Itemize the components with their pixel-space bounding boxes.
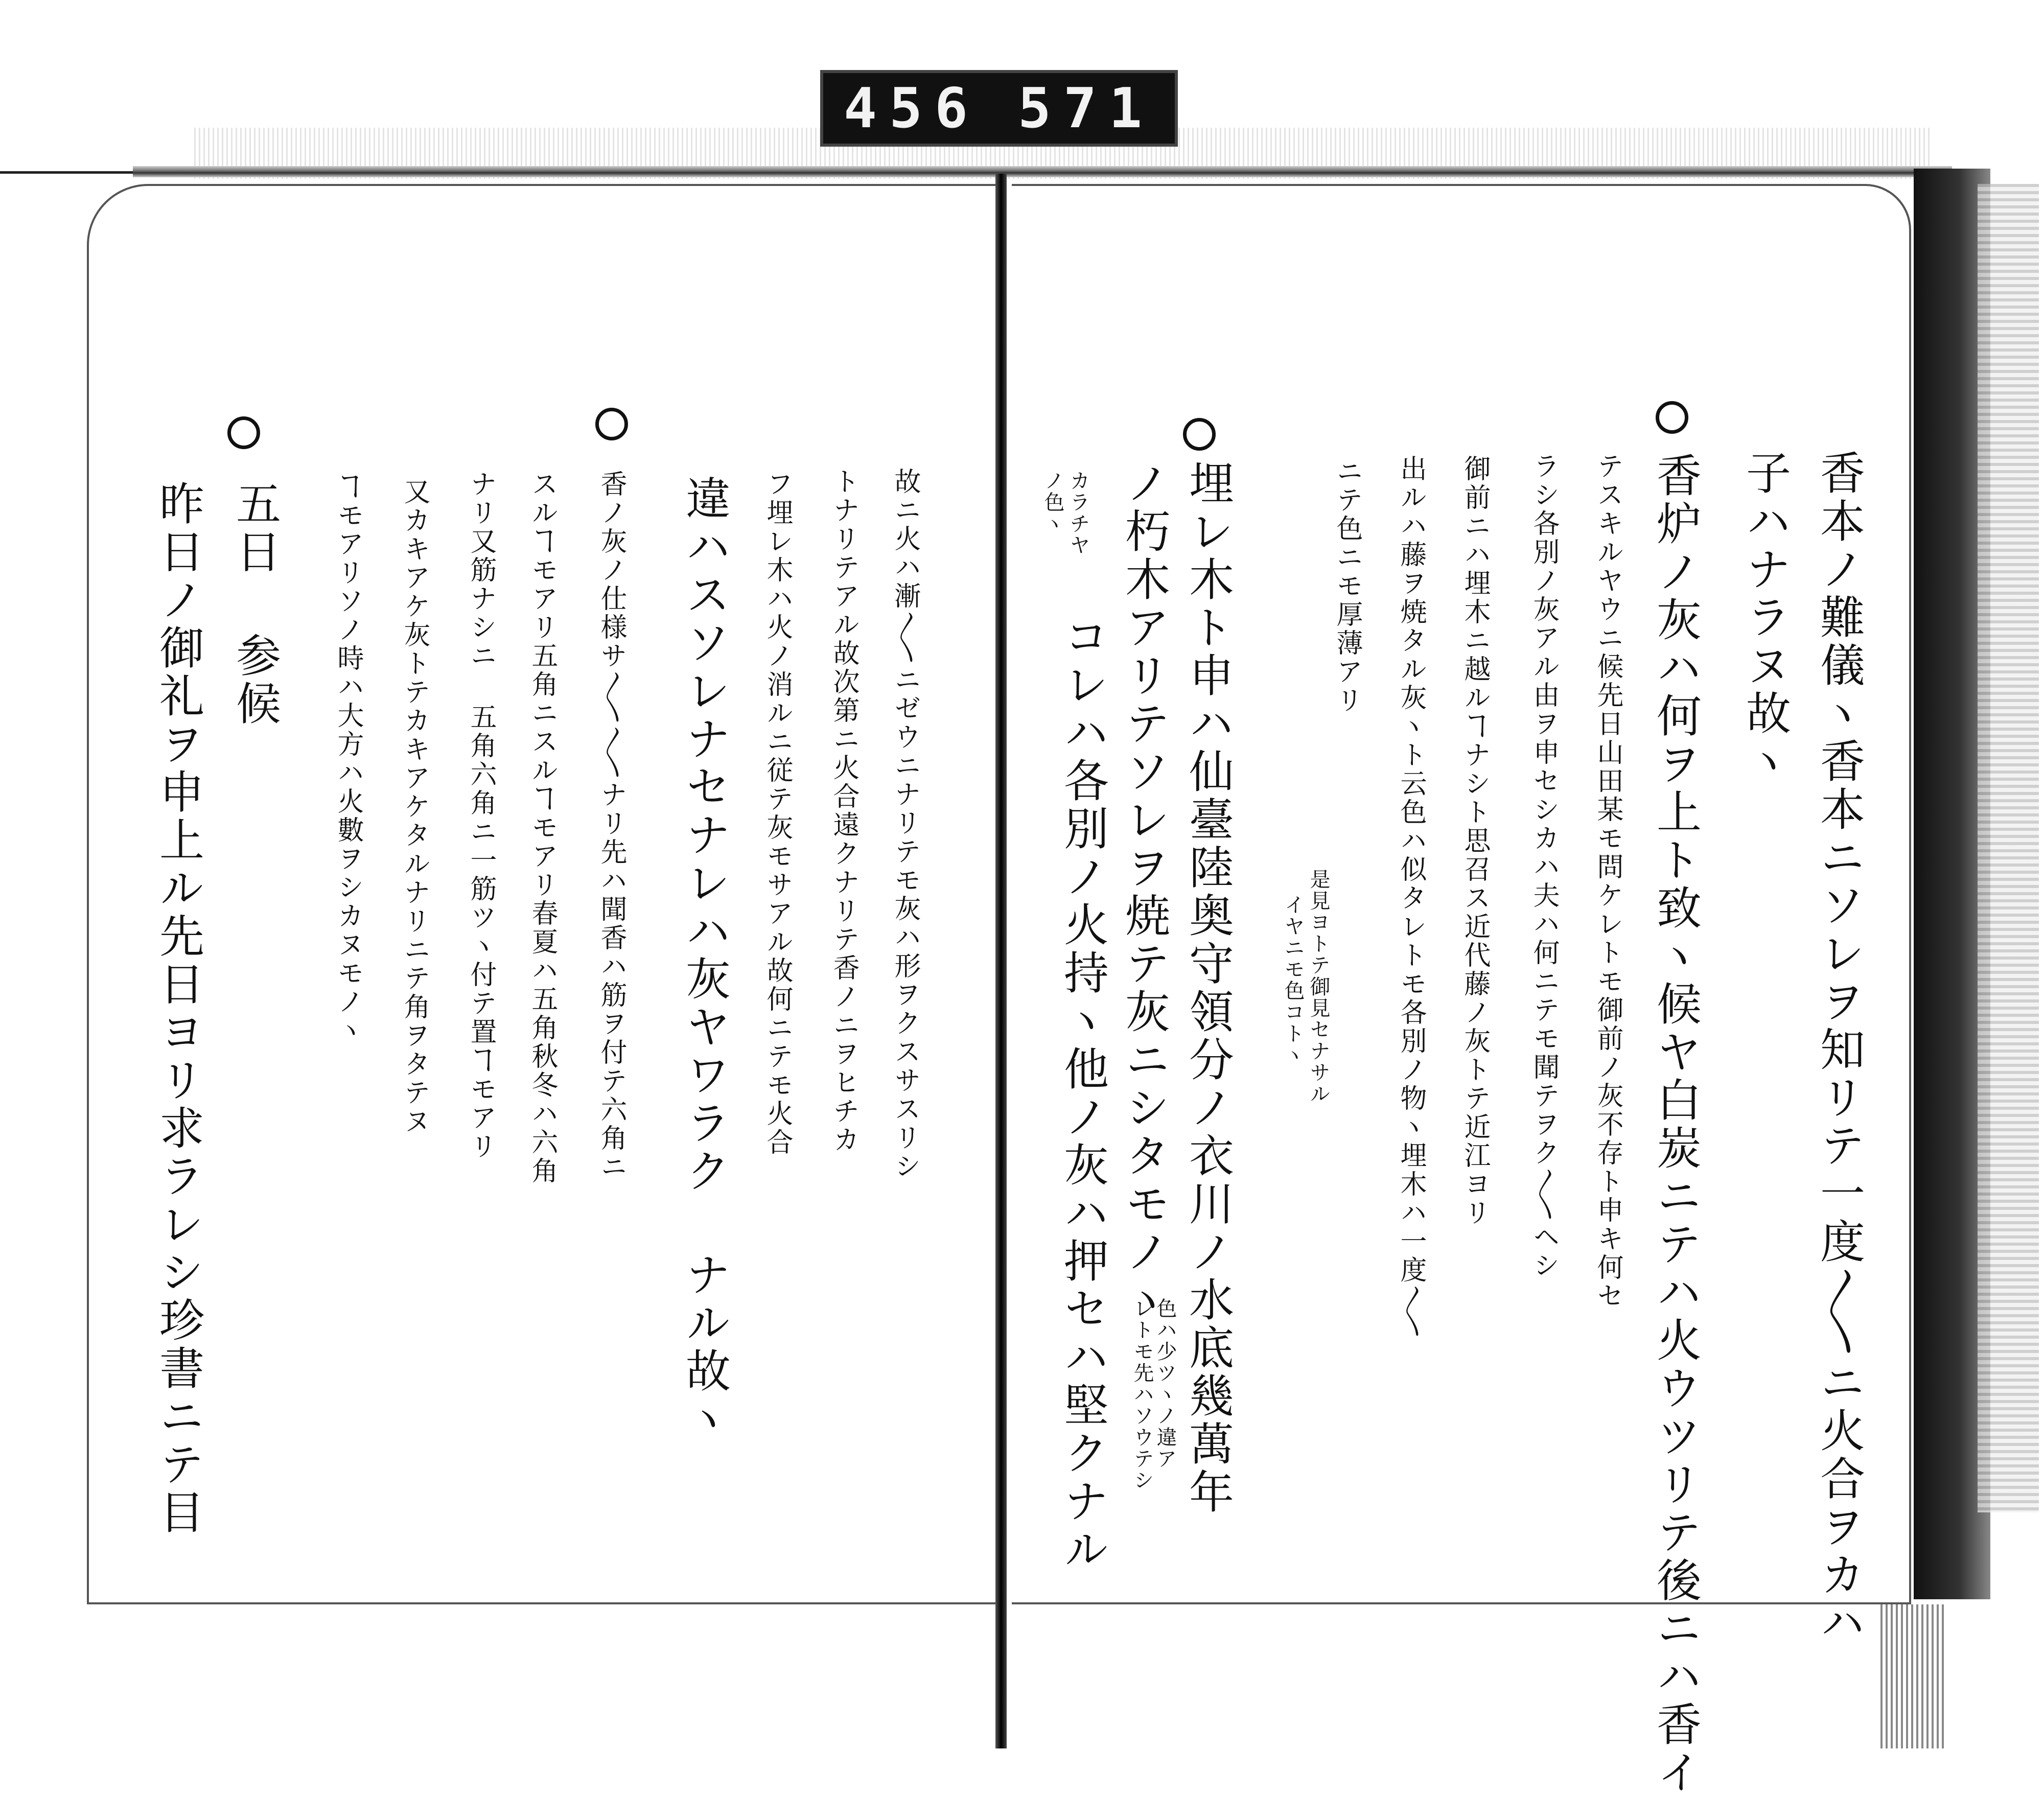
text-column: 違ハスソレナセナレハ灰ヤワラク ナル故ヽ	[679, 475, 731, 1443]
frame-number-left: 456	[844, 76, 981, 141]
text-column: 昨日ノ御礼ヲ申上ル先日ヨリ求ラレシ珍書ニテ目	[152, 480, 205, 1537]
text-column-note: レトモ先ハソウテシ	[1130, 1298, 1154, 1491]
paragraph-circle-mark	[1183, 418, 1216, 451]
text-column: 故ニ火ハ漸〱ニゼウニナリテモ灰ハ形ヲクスサスリシ	[890, 468, 920, 1181]
text-column-heading: 五日 参候	[229, 480, 282, 728]
text-column: ニテ色ニモ厚薄アリ	[1332, 457, 1362, 715]
text-column-note: イヤニモ色コトヽ	[1281, 894, 1305, 1066]
text-column: 子ハナラヌ故ヽ	[1739, 450, 1792, 786]
text-column: テスキルヤウニ候先日山田某モ問ケレトモ御前ノ灰不存ト申キ何セ	[1592, 452, 1623, 1311]
frame-number-right: 571	[1017, 76, 1154, 141]
text-column: ナリ又筋ナシニ 五角六角ニ一筋ツヽ付テ置ヿモアリ	[466, 470, 496, 1161]
book-top-edge	[133, 166, 1952, 177]
text-column: ラシ各別ノ灰アル由ヲ申セシカハ夫ハ何ニテモ聞テヲク〱ヘシ	[1528, 452, 1559, 1280]
text-column: 御前ニハ埋木ニ越ルヿナシト思召ス近代藤ノ灰トテ近江ヨリ	[1459, 455, 1490, 1227]
text-column: ノ朽木アリテソレヲ焼テ灰ニシタモノヽ	[1118, 460, 1171, 1324]
text-column: 香ノ灰ノ仕様サ〱〱ナリ先ハ聞香ハ筋ヲ付テ六角ニ	[596, 470, 626, 1181]
paragraph-circle-mark	[1656, 401, 1688, 434]
text-column: コレハ各別ノ火持ヽ他ノ灰ハ押セハ堅クナル	[1057, 613, 1109, 1574]
paragraph-circle-mark	[595, 408, 628, 440]
text-column: 出ルハ藤ヲ焼タル灰ヽト云色ハ似タレトモ各別ノ物ヽ埋木ハ一度〱	[1396, 455, 1426, 1340]
text-column: 埋レ木ト申ハ仙臺陸奥守領分ノ衣川ノ水底幾萬年	[1182, 460, 1235, 1516]
paragraph-circle-mark	[227, 416, 260, 449]
text-column-note: 色ハ少ツヽノ違ア	[1153, 1298, 1177, 1469]
text-column-note: 是見ヨトテ御見セナサル	[1307, 869, 1330, 1105]
book-spine	[995, 174, 1007, 1748]
text-column-note: カラチヤ	[1066, 470, 1090, 556]
margin-rule	[0, 171, 133, 174]
text-column-note: ノ色ヽ	[1041, 470, 1064, 534]
text-column: スルヿモアリ五角ニスルヿモアリ春夏ハ五角秋冬ハ六角	[527, 470, 558, 1185]
page-edges	[1880, 1604, 1947, 1748]
fore-edge-shadow	[1978, 184, 2039, 1512]
text-column: トナリテアル故次第ニ火合遠クナリテ香ノニヲヒチカ	[828, 468, 859, 1154]
text-column: ヿモアリソノ時ハ大方ハ火數ヲシカヌモノヽ	[333, 473, 363, 1045]
text-column: 香本ノ難儀ヽ香本ニソレヲ知リテ一度〱ニ火合ヲカハ	[1813, 450, 1866, 1647]
text-column: 香炉ノ灰ハ何ヲ上ト致ヽ候ヤ白炭ニテハ火ウツリテ後ニハ香イ	[1650, 452, 1702, 1797]
text-column: フ埋レ木ハ火ノ消ルニ従テ灰モサアル故何ニテモ火合	[762, 470, 793, 1157]
frame-number-label	[820, 70, 1178, 147]
text-column: 又カキアケ灰トテカキアケタルナリニテ角ヲタテヌ	[399, 478, 430, 1136]
